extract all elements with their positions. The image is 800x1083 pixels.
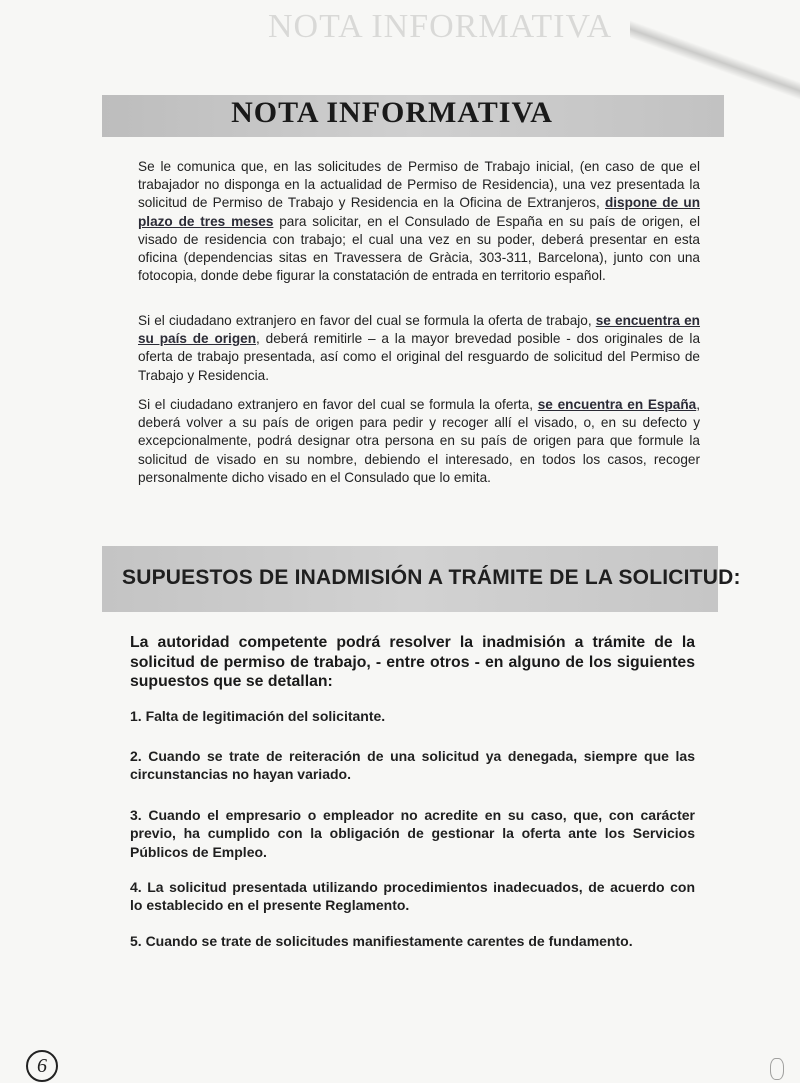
list-item: 1. Falta de legitimación del solicitante. xyxy=(130,708,386,724)
highlight-pais-origen: se encuentra en su país de origen xyxy=(138,313,700,347)
document-title: NOTA INFORMATIVA xyxy=(231,96,553,129)
list-item: 5. Cuando se trate de solicitudes manifiestamente carentes de fundamento. xyxy=(130,933,633,949)
paragraph-text: Se le comunica que, en las solicitudes de Permiso de Trabajo inicial, (en caso de que el trabajador no disponga en la actualidad de Permiso de Residencia), una vez presentada la solicitud de Permiso de Trabajo y Residencia en la Oficina de Extranjeros, xyxy=(138,159,700,211)
paragraph-text: Si el ciudadano extranjero en favor del cual se formula la oferta de trabajo, xyxy=(138,313,596,328)
paragraph-espana xyxy=(138,396,700,487)
section-lead: La autoridad competente podrá resolver la inadmisión a trámite de la solicitud de permiso de trabajo, - entre otros - en alguno de los siguientes supuestos que se detallan: xyxy=(130,634,695,690)
list-item: 3. Cuando el empresario o empleador no acredite en su caso, que, con carácter previo, ha cumplido con la obligación de gestionar la oferta ante los Servicios Públicos de Empleo. xyxy=(130,807,695,860)
highlight-plazo: dispone de un plazo de tres meses xyxy=(138,195,701,229)
edge-mark xyxy=(770,1058,784,1080)
paragraph-plazo xyxy=(138,158,700,285)
paragraph-pais-origen xyxy=(138,312,700,385)
paragraph-text: , deberá volver a su país de origen para pedir y recoger allí el visado, o, en su defecto y excepcionalmente, podrá designar otra persona en su país de origen para que formule la solicitud de visado en su nombre, debiendo el interesado, en todos los casos, recoger personalmente dicho visado en el Consulado que lo emita. xyxy=(138,397,701,485)
bleed-through-text: NOTA INFORMATIVA xyxy=(268,8,613,45)
paragraph-text: Si el ciudadano extranjero en favor del cual se formula la oferta, xyxy=(138,397,538,412)
list-item: 2. Cuando se trate de reiteración de una solicitud ya denegada, siempre que las circunstancias no hayan variado. xyxy=(130,748,695,783)
page-number: 6 xyxy=(26,1050,58,1082)
section-title: SUPUESTOS DE INADMISIÓN A TRÁMITE DE LA SOLICITUD: xyxy=(122,566,741,589)
paragraph-text: para solicitar, en el Consulado de España en su país de origen, el visado de residencia con trabajo; el cual una vez en su poder, deberá presentar en esta oficina (dependencias sitas en Travessera de Gràcia, 303-311, Barcelona), junto con una fotocopia, donde debe figurar la constatación de entrada en territorio español. xyxy=(138,213,700,284)
paragraph-text: , deberá remitirle – a la mayor brevedad posible - dos originales de la oferta de trabajo presentada, así como el original del resguardo de solicitud del Permiso de Trabajo y Residencia. xyxy=(138,331,701,383)
list-item: 4. La solicitud presentada utilizando procedimientos inadecuados, de acuerdo con lo establecido en el presente Reglamento. xyxy=(130,879,695,914)
highlight-espana: se encuentra en España xyxy=(537,397,697,412)
